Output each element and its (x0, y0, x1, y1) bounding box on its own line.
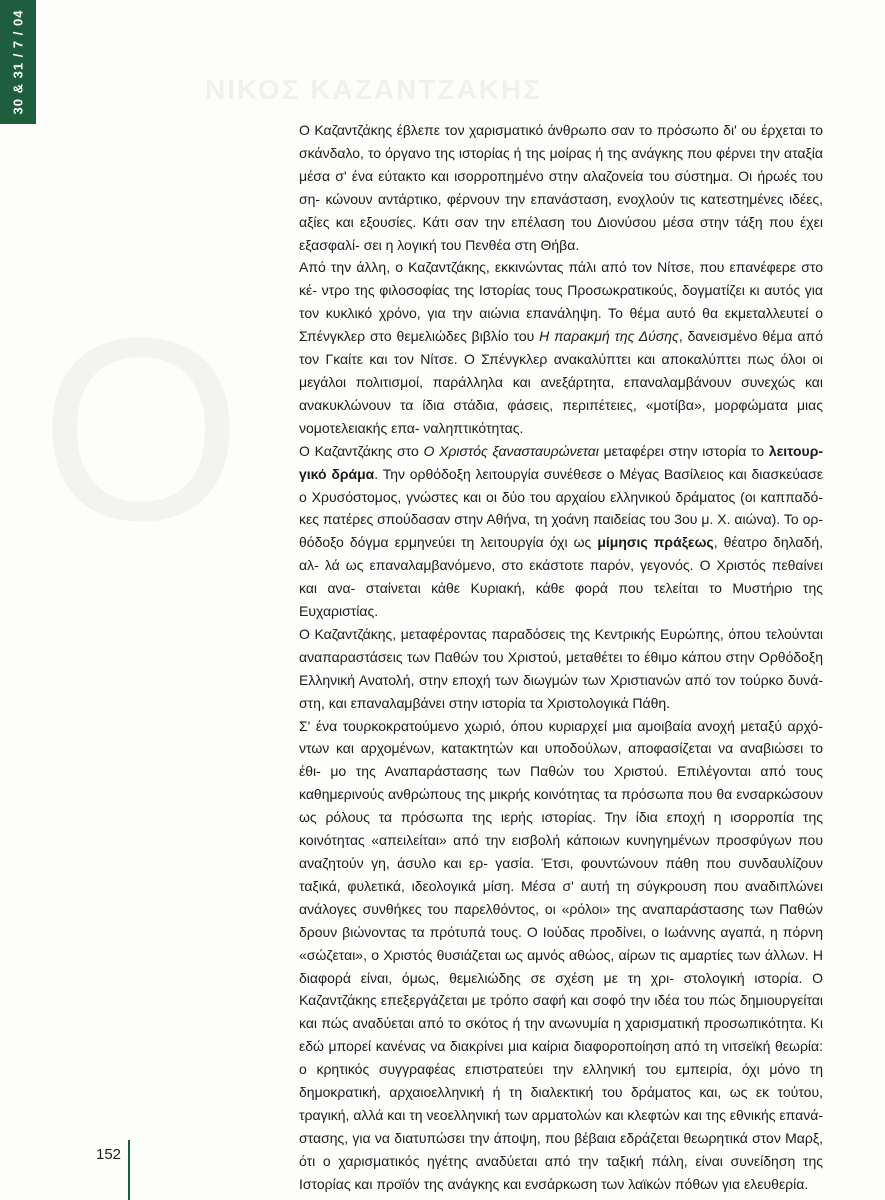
text-run: Ο Καζαντζάκης, μεταφέροντας παραδόσεις της Κεντρικής Ευρώπης, όπου τελούνται αναπαραστάσεις των Παθών του Χριστού, μεταθέτει το έθιμο κάπου στην Ορθόδοξη Ελληνική Ανατολή, στην εποχή των διωγμών των Χριστιανών από τον τούρκο δυνά- στη, και επαναλαμβάνει στην ιστορία τα Χριστολογικά Πάθη. (299, 625, 823, 711)
text-run: . Την ορθόδοξη λειτουργία συνέθεσε ο Μέγας Βασίλειος και διασκεύασε ο Χρυσόστομος, γνώστες και οι δύο του αρχαίου ελληνικού δράματος (οι καππαδό- κες πατέρες σπούδασαν στην Αθήνα, τη χοάνη παιδείας του 3ου μ. Χ. αιώνα). Το ορ- θόδοξο δόγμα ερμηνεύει τη λειτουργία όχι ως (299, 465, 824, 551)
page-number: 152 (96, 1146, 122, 1163)
paragraph-5 (299, 715, 823, 1196)
text-run: μεταφέρει στην ιστορία το (598, 442, 769, 459)
text-run: , θέατρο δηλαδή, αλ- λά ως επαναλαμβανόμενο, στο εκάστοτε παρόν, γεγονός. Ο Χριστός πεθαίνει και ανα- σταίνεται κάθε Κυριακή, κάθε φορά που τελείται το Μυστήριο της Ευχαριστίας. (299, 534, 823, 620)
text-run: Από την άλλη, ο Καζαντζάκης, εκκινώντας πάλι από τον Νίτσε, που επανέφερε στο κέ- ντρο της φιλοσοφίας της Ιστορίας τους Προσωκρατικούς, δογματίζει κι αυτός για τον κυκλικό χρόνο, για την αιώνια επανάληψη. Το θέμα αυτό θα εκμεταλλευτεί ο Σπένγκλερ στο θεμελιώδες βιβλίο του (299, 259, 823, 345)
paragraph-4 (299, 623, 823, 715)
text-run: Ο Καζαντζάκης στο (299, 442, 424, 459)
article-body (299, 119, 823, 1196)
bold-term: μίμησις πράξεως (597, 534, 714, 551)
paragraph-3 (299, 440, 823, 623)
faded-background-title: ΝΙΚΟΣ ΚΑΖΑΝΤΖΑΚΗΣ (205, 74, 542, 104)
issue-date: 30 & 31 / 7 / 04 (10, 9, 26, 115)
italic-title: Ο Χριστός ξανασταυρώνεται (423, 442, 599, 459)
paragraph-2 (299, 256, 823, 439)
paragraph-1 (299, 119, 823, 256)
page-rule (128, 1140, 130, 1200)
text-run: Σ' ένα τουρκοκρατούμενο χωριό, όπου κυριαρχεί μια αμοιβαία ανοχή μεταξύ αρχό- ντων και αρχομένων, κατακτητών και υποδούλων, αποφασίζεται να αναβιώσει το έθι- μο της Αναπαράστασης των Παθών του Χριστού. Επιλέγονται από τους καθημερινούς ανθρώπους της μικρής κοινότητας τα πρόσωπα που θα ενσαρκώσουν ως ρόλους τα πρόσωπα της ιερής ιστορίας. Την ίδια εποχή η ισορροπία της κοινότητας «απειλείται» από την εισβολή κάποιων κυνηγημένων προσφύγων που αναζητούν γη, άσυλο και ερ- γασία. Έτσι, φουντώνουν πάθη που συνδαυλίζουν ταξικά, φυλετικά, ιδεολογικά μίση. Μέσα σ' αυτή τη σύγκρουση που αναδιπλώνει ανάλογες συνθήκες του παρελθόντος, οι «ρόλοι» της αναπαράστασης των Παθών δρουν βιώνοντας τα πρότυπά τους. Ο Ιούδας προδίνει, ο Ιωάννης αγαπά, η πόρνη «σώζεται», ο Χριστός θυσιάζεται ως αμνός αθώος, αίρων τις αμαρτίες των άλλων. Η διαφορά είναι, όμως, θεμελιώδης σε σχέση με τη χρι- στολογική ιστορία. Ο Καζαντζάκης επεξεργάζεται με τρόπο σαφή και σοφό την ιδέα του πώς δημιουργείται και πώς αναδύεται από το σκότος ή την ανωνυμία η χαρισματική προσωπικότητα. Κι εδώ μπορεί κανένας να διακρίνει μια καίρια διαφοροποίηση από τη νιτσεϊκή θεωρία: ο κρητικός συγγραφέας επιστρατεύει την ελληνική του εμπειρία, όχι μόνο τη δημοκρατική, αρχαιοελληνική ή τη διαλεκτική του δράματος και, ως εκ τούτου, τραγική, αλλά και τη νεοελληνική των αρματολών και κλεφτών και της εθνικής επανά- στασης, για να διατυπώσει την άποψη, που βέβαια εδράζεται θεωρητικά στον Μαρξ, ότι ο χαρισματικός ηγέτης αναδύεται από την ταξική πάλη, είναι συνείδηση της Ιστορίας και προϊόν της ανάγκης και ενσάρκωση των λαϊκών πόθων για ελευθερία. (299, 717, 823, 1192)
issue-date-tab (0, 0, 36, 124)
italic-title: Η παρακμή της Δύσης (539, 328, 679, 345)
text-run: Ο Καζαντζάκης έβλεπε τον χαρισματικό άνθρωπο σαν το πρόσωπο δι' ου έρχεται το σκάνδαλο, το όργανο της ιστορίας ή της μοίρας ή της ανάγκης που φέρνει την αταξία μέσα σ' ένα εύτακτο και ισορροπημένο στην αλαζονεία του σύστημα. Οι ήρωές του ση- κώνουν αντάρτικο, φέρνουν την επανάσταση, ενοχλούν τις κατεστημένες ιδέες, αξίες και εξουσίες. Κάτι σαν την επέλαση του Διονύσου μέσα στην τάξη που έχει εξασφαλί- σει η λογική του Πενθέα στη Θήβα. (299, 122, 823, 253)
faded-background-mark: Ο (40, 300, 243, 575)
text-run: , δανεισμένο θέμα από τον Γκαίτε και τον Νίτσε. Ο Σπένγκλερ ανακαλύπτει και αποκαλύπτει πως όλοι οι μεγάλοι πολιτισμοί, παράλληλα και ανεξάρτητα, επαναλαμβάνουν συνεχώς και ανακυκλώνουν τα ίδια στάδια, φάσεις, περιπέτειες, «μοτίβα», μορφώματα μιας νομοτελειακής επα- ναληπτικότητας. (299, 328, 823, 436)
bold-term: λειτουρ- γικό δράμα (299, 442, 824, 482)
